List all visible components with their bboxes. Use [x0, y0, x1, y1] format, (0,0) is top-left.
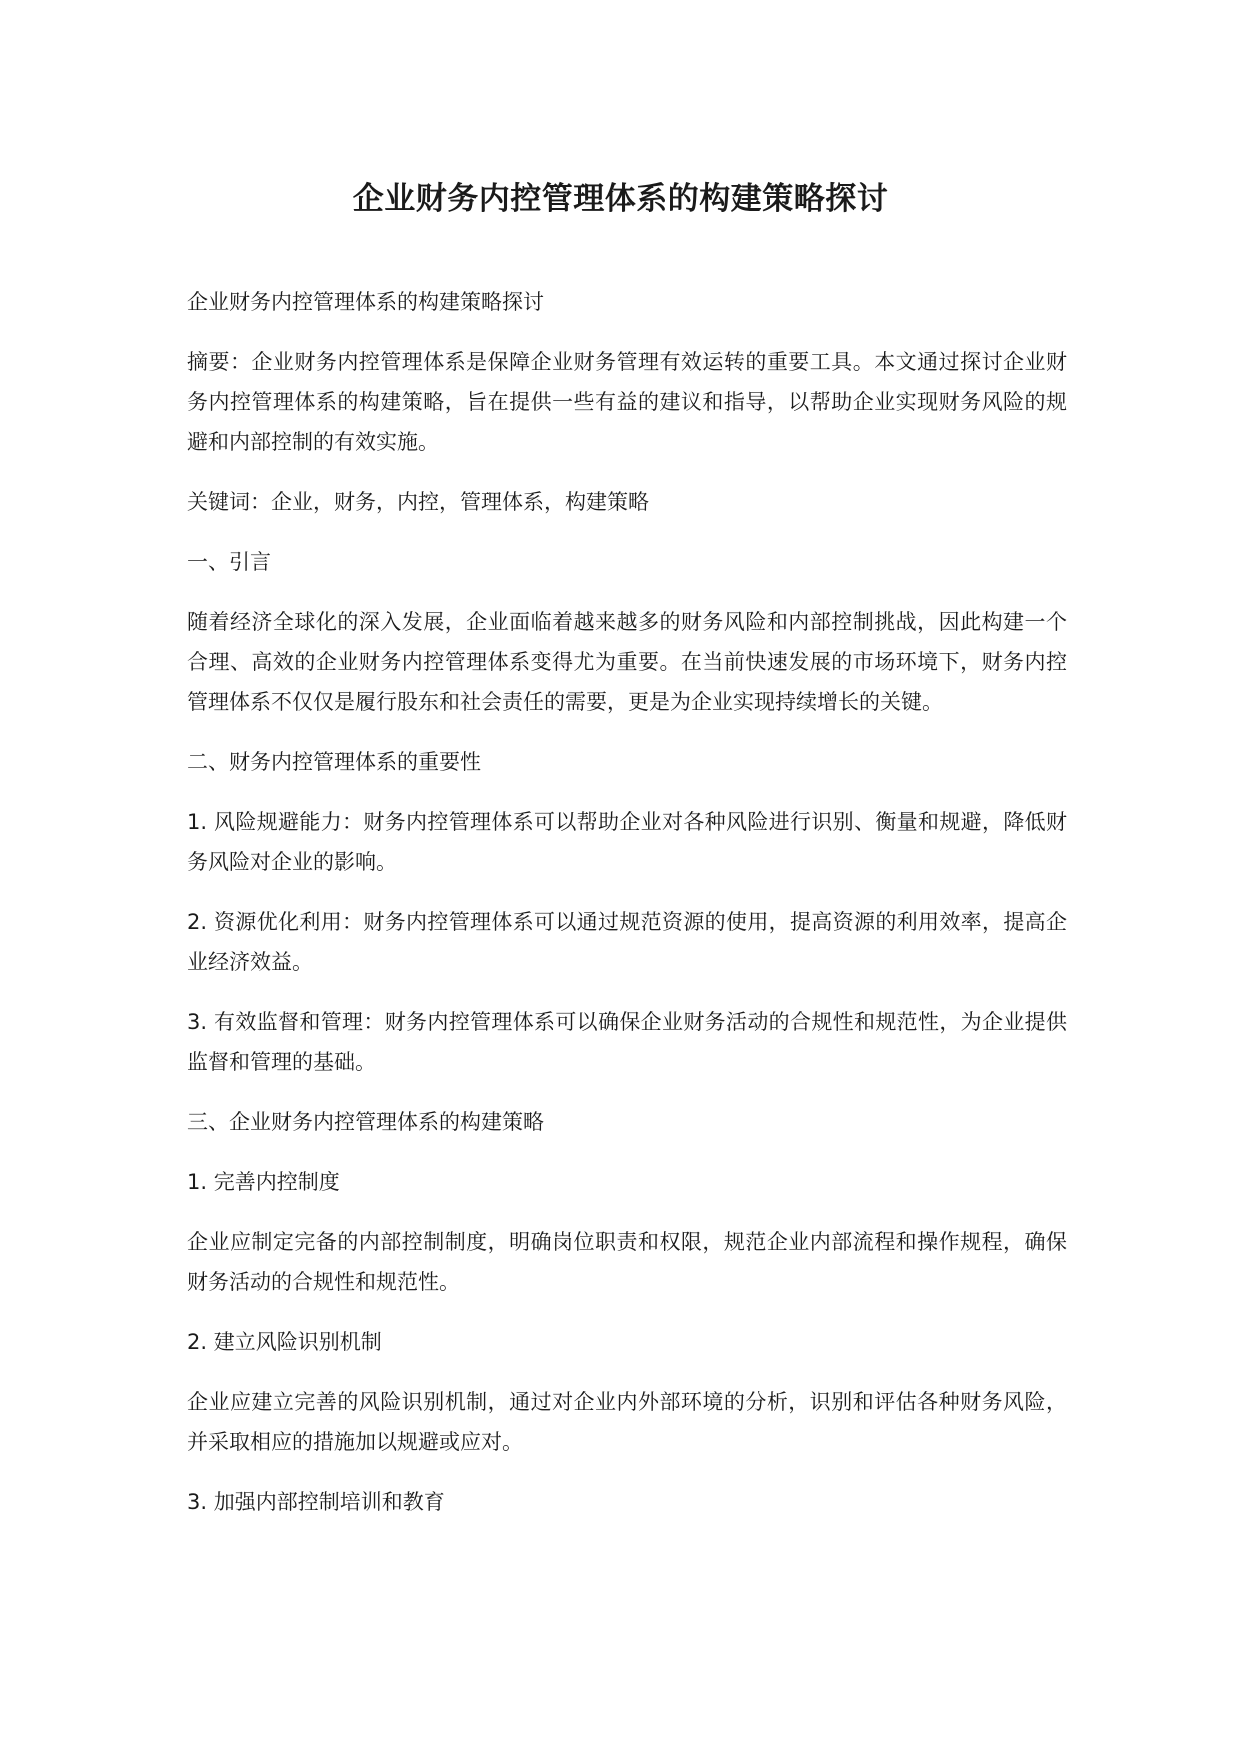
strategy-paragraph-2: 企业应建立完善的风险识别机制，通过对企业内外部环境的分析，识别和评估各种财务风险，并采取相应的措施加以规避或应对。	[187, 1390, 1067, 1454]
strategy-paragraph-1: 企业应制定完备的内部控制制度，明确岗位职责和权限，规范企业内部流程和操作规程，确保财务活动的合规性和规范性。	[187, 1230, 1067, 1294]
section-heading-importance: 二、财务内控管理体系的重要性	[187, 750, 481, 774]
strategy-heading-2: 2. 建立风险识别机制	[187, 1330, 382, 1354]
strategy-heading-1: 1. 完善内控制度	[187, 1170, 340, 1194]
introduction-paragraph: 随着经济全球化的深入发展，企业面临着越来越多的财务风险和内部控制挑战，因此构建一个合理、高效的企业财务内控管理体系变得尤为重要。在当前快速发展的市场环境下，财务内控管理体系不仅仅是履行股东和社会责任的需要，更是为企业实现持续增长的关键。	[187, 610, 1067, 714]
subtitle-paragraph: 企业财务内控管理体系的构建策略探讨	[187, 290, 544, 314]
document-body	[187, 282, 1067, 1542]
keywords-paragraph: 关键词：企业，财务，内控，管理体系，构建策略	[187, 490, 649, 514]
abstract-paragraph: 摘要：企业财务内控管理体系是保障企业财务管理有效运转的重要工具。本文通过探讨企业财务内控管理体系的构建策略，旨在提供一些有益的建议和指导，以帮助企业实现财务风险的规避和内部控制的有效实施。	[187, 350, 1067, 454]
section-heading-introduction: 一、引言	[187, 550, 271, 574]
section-heading-strategies: 三、企业财务内控管理体系的构建策略	[187, 1110, 544, 1134]
importance-item-2: 2. 资源优化利用：财务内控管理体系可以通过规范资源的使用，提高资源的利用效率，提高企业经济效益。	[187, 910, 1067, 974]
importance-item-1: 1. 风险规避能力：财务内控管理体系可以帮助企业对各种风险进行识别、衡量和规避，降低财务风险对企业的影响。	[187, 810, 1067, 874]
strategy-heading-3: 3. 加强内部控制培训和教育	[187, 1490, 445, 1514]
importance-item-3: 3. 有效监督和管理：财务内控管理体系可以确保企业财务活动的合规性和规范性，为企业提供监督和管理的基础。	[187, 1010, 1067, 1074]
document-title: 企业财务内控管理体系的构建策略探讨	[352, 181, 889, 217]
